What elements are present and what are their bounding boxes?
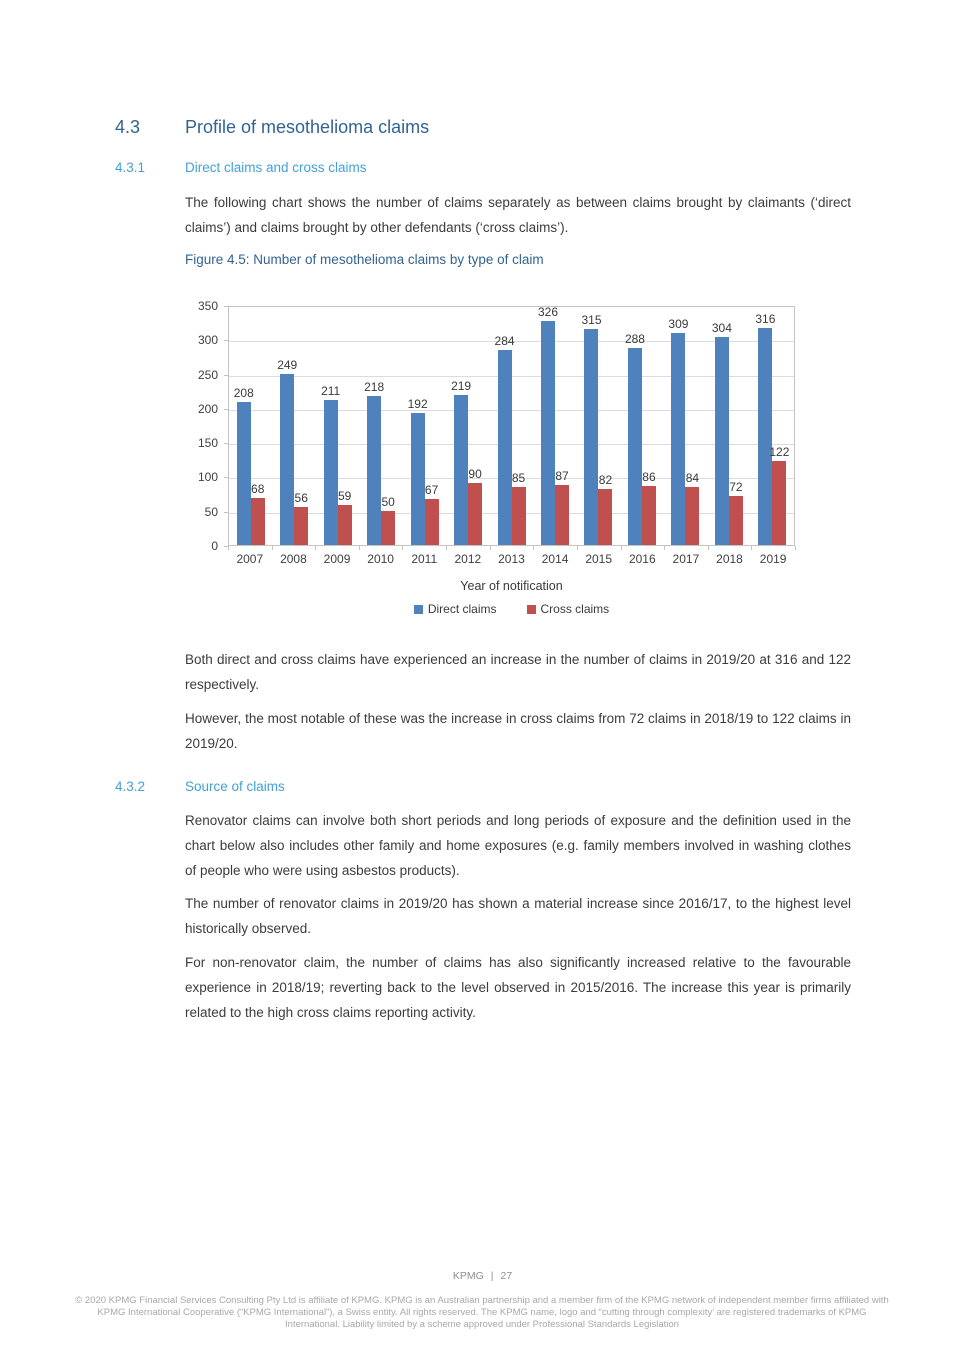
bar-value-label: 326 xyxy=(538,305,559,320)
bar-group xyxy=(620,307,663,545)
chart-x-axis xyxy=(228,546,795,566)
bar-cross-claims xyxy=(685,471,700,545)
y-tick-label: 300 xyxy=(197,333,218,348)
bar-value-label: 309 xyxy=(668,317,689,332)
bar-value-label: 304 xyxy=(711,320,732,335)
y-tick-label: 350 xyxy=(197,299,218,313)
chart-plot xyxy=(228,306,795,546)
x-tick-label: 2011 xyxy=(411,552,438,566)
x-tick-label: 2016 xyxy=(628,552,656,566)
paragraph-renovator: Renovator claims can involve both short periods and long periods of exposure and the definition used in the chart below also includes other family and home exposures (e.g. family members involved in washing clothes of people who were using asbestos products). xyxy=(185,813,851,878)
bar-group xyxy=(272,307,315,545)
bar-direct-claims xyxy=(407,397,428,545)
y-tick-label: 150 xyxy=(197,436,218,451)
bar-cross-claims xyxy=(381,494,395,545)
bar-value-label: 72 xyxy=(729,479,743,494)
bar-value-label: 284 xyxy=(494,334,515,349)
intro-paragraph: The following chart shows the number of claims separately as between claims brought by claimants (‘direct claims’) and claims brought by other defendants (‘cross claims’). xyxy=(185,195,851,235)
x-tick-label: 2013 xyxy=(498,552,525,566)
legend-label: Direct claims xyxy=(427,602,497,616)
x-tick-label: 2019 xyxy=(759,552,787,566)
bar-direct-claims xyxy=(321,384,341,545)
x-tick-mark xyxy=(621,546,622,550)
footer-brand: KPMG xyxy=(452,1270,484,1282)
subsection-heading-direct-cross xyxy=(115,159,367,177)
mesothelioma-claims-bar-chart xyxy=(195,296,795,616)
bar-value-label: 288 xyxy=(624,331,645,346)
x-tick-mark xyxy=(272,546,273,550)
legend-item xyxy=(527,602,610,616)
bar-direct-claims xyxy=(364,379,385,545)
bar-group xyxy=(446,307,489,545)
x-tick-mark xyxy=(533,546,534,550)
subsection-title: Direct claims and cross claims xyxy=(185,160,367,175)
bar-group xyxy=(577,307,620,545)
y-tick-label: 250 xyxy=(197,367,218,382)
x-tick-mark xyxy=(402,546,403,550)
x-tick-mark xyxy=(577,546,578,550)
x-tick-label: 2017 xyxy=(672,552,700,566)
y-tick-label: 50 xyxy=(204,504,218,519)
bar-cross-claims xyxy=(424,483,439,545)
footer-disclaimer: © 2020 KPMG Financial Services Consulting Pty Ltd is affiliate of KPMG. KPMG is an Australian partnership and a member firm of the KPMG network of independent member firms affiliated with KPMG International Cooperative (“KPMG International”), a Swiss entity. All rights reserved. The KPMG name, logo and “cutting through complexity’ are registered trademarks of KPMG International. Liability limited by a scheme approved under Professional Standards Legislation xyxy=(75,1295,889,1330)
bar-value-label: 316 xyxy=(755,312,776,327)
bar-cross-claims xyxy=(729,479,743,545)
x-tick-mark xyxy=(795,546,796,550)
x-tick-mark xyxy=(664,546,665,550)
section-title: Profile of mesothelioma claims xyxy=(185,117,430,137)
bar-direct-claims xyxy=(233,386,254,545)
x-tick-label: 2007 xyxy=(236,552,264,566)
bar-value-label: 50 xyxy=(381,494,395,509)
y-tick-label: 200 xyxy=(197,401,218,416)
bar-direct-claims xyxy=(581,313,602,545)
paragraph-non-renovator: For non-renovator claim, the number of claims has also significantly increased relative to the favourable experience in 2018/19; reverting back to the level observed in 2015/2016. The increase this year is primarily related to the high cross claims reporting activity. xyxy=(185,955,851,1020)
bar-value-label: 59 xyxy=(337,488,352,503)
bar-direct-claims xyxy=(755,312,776,545)
bar-group xyxy=(707,307,750,545)
bar-value-label: 84 xyxy=(685,471,700,486)
bar-value-label: 67 xyxy=(424,483,439,498)
bar-group xyxy=(533,307,576,545)
x-tick-mark xyxy=(446,546,447,550)
figure-caption: Figure 4.5: Number of mesothelioma claims by type of claim xyxy=(185,252,544,267)
bar-value-label: 192 xyxy=(407,397,428,412)
bar-value-label: 90 xyxy=(468,467,482,482)
bar-cross-claims xyxy=(337,488,352,545)
bar-value-label: 56 xyxy=(294,490,308,505)
bar-value-label: 315 xyxy=(581,313,602,327)
bar-value-label: 219 xyxy=(451,378,472,393)
bar-cross-claims xyxy=(294,490,308,545)
bar-direct-claims xyxy=(624,331,645,545)
subsection-number: 4.3.1 xyxy=(115,160,146,175)
x-tick-label: 2014 xyxy=(541,552,569,566)
x-tick-label: 2010 xyxy=(367,552,394,566)
bar-group xyxy=(664,307,707,545)
bar-value-label: 87 xyxy=(555,469,569,484)
paragraph-both-claims: Both direct and cross claims have experienced an increase in the number of claims in 2019/20 at 316 and 122 respectively. xyxy=(185,652,851,692)
bar-value-label: 86 xyxy=(642,470,656,485)
chart-x-axis-title: Year of notification xyxy=(460,579,563,593)
subsection-title: Source of claims xyxy=(185,779,285,794)
y-tick-label: 100 xyxy=(197,470,218,485)
bar-value-label: 211 xyxy=(321,384,341,399)
x-tick-mark xyxy=(359,546,360,550)
chart-area xyxy=(195,296,795,553)
bar-value-label: 208 xyxy=(233,386,254,401)
bar-group xyxy=(229,307,272,545)
chart-legend xyxy=(228,602,795,616)
x-tick-mark xyxy=(708,546,709,550)
x-tick-mark xyxy=(490,546,491,550)
subsection-number: 4.3.2 xyxy=(115,779,146,794)
bar-value-label: 122 xyxy=(769,445,790,460)
bar-cross-claims xyxy=(642,470,656,545)
section-heading xyxy=(115,115,429,139)
footer-page-number xyxy=(0,1270,965,1282)
bar-value-label: 82 xyxy=(598,472,613,487)
bar-cross-claims xyxy=(468,467,482,545)
bar-direct-claims xyxy=(277,358,298,545)
x-tick-label: 2012 xyxy=(454,552,482,566)
footer-page: 27 xyxy=(500,1270,513,1282)
bar-group xyxy=(490,307,533,545)
bar-direct-claims xyxy=(538,305,559,545)
x-tick-label: 2008 xyxy=(280,552,307,566)
x-tick-label: 2018 xyxy=(716,552,743,566)
bar-direct-claims xyxy=(668,317,689,545)
x-tick-label: 2015 xyxy=(585,552,613,566)
legend-swatch xyxy=(527,605,536,614)
bar-cross-claims xyxy=(598,472,613,545)
chart-x-ticks xyxy=(228,546,795,550)
bar-value-label: 68 xyxy=(251,482,265,497)
bar-value-label: 249 xyxy=(277,358,298,373)
x-tick-label: 2009 xyxy=(323,552,351,566)
bar-group xyxy=(316,307,359,545)
bar-cross-claims xyxy=(555,469,569,545)
bar-direct-claims xyxy=(451,378,472,545)
bar-group xyxy=(403,307,446,545)
paragraph-renovator-increase: The number of renovator claims in 2019/20 has shown a material increase since 2016/17, to the highest level historically observed. xyxy=(185,896,851,936)
legend-label: Cross claims xyxy=(540,602,610,616)
bar-direct-claims xyxy=(711,320,732,545)
legend-swatch xyxy=(414,605,423,614)
x-tick-mark xyxy=(228,546,229,550)
paragraph-however: However, the most notable of these was the increase in cross claims from 72 claims in 2018/19 to 122 claims in 2019/20. xyxy=(185,711,851,751)
section-number: 4.3 xyxy=(115,117,141,137)
bar-direct-claims xyxy=(494,334,515,545)
subsection-heading-source xyxy=(115,778,285,796)
footer-separator: | xyxy=(490,1270,494,1282)
legend-item xyxy=(414,602,497,616)
bar-cross-claims xyxy=(251,482,265,545)
x-tick-mark xyxy=(751,546,752,550)
bar-value-label: 218 xyxy=(364,379,385,394)
chart-y-axis xyxy=(195,299,228,553)
bar-value-label: 85 xyxy=(511,470,526,485)
bar-cross-claims xyxy=(769,445,790,545)
chart-groups xyxy=(229,307,794,545)
y-tick-label: 0 xyxy=(211,539,218,553)
bar-group xyxy=(751,307,794,545)
x-tick-mark xyxy=(315,546,316,550)
bar-cross-claims xyxy=(511,470,526,545)
bar-group xyxy=(359,307,402,545)
